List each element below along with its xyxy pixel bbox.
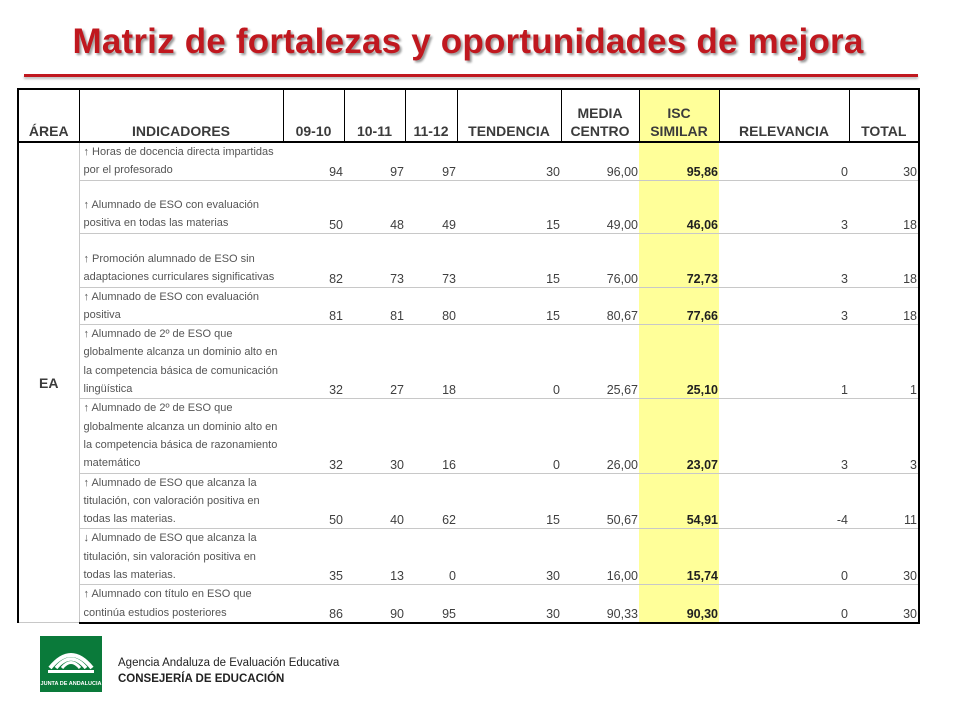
- value-10-11: 81: [344, 287, 405, 325]
- value-total: 18: [849, 180, 919, 233]
- value-09-10: 82: [283, 233, 344, 287]
- logo-arches-icon: [40, 636, 102, 692]
- value-media-centro: 26,00: [561, 399, 639, 473]
- table-row: [18, 473, 919, 529]
- value-10-11: 30: [344, 399, 405, 473]
- value-isc-similar: 72,73: [639, 233, 719, 287]
- table-row: [18, 585, 919, 623]
- value-11-12: 80: [405, 287, 457, 325]
- header-relevancia: RELEVANCIA: [719, 89, 849, 142]
- value-media-centro: 49,00: [561, 180, 639, 233]
- value-total: 1: [849, 325, 919, 399]
- value-total: 30: [849, 585, 919, 623]
- table-row: [18, 399, 919, 473]
- table-row: [18, 529, 919, 585]
- value-tendencia: 30: [457, 585, 561, 623]
- value-09-10: 94: [283, 142, 344, 180]
- header-10-11: 10-11: [344, 89, 405, 142]
- header-isc-line2: SIMILAR: [650, 123, 708, 139]
- value-11-12: 97: [405, 142, 457, 180]
- value-tendencia: 30: [457, 529, 561, 585]
- header-media-line1: MEDIA: [577, 105, 623, 121]
- value-tendencia: 0: [457, 399, 561, 473]
- header-09-10: 09-10: [283, 89, 344, 142]
- value-media-centro: 80,67: [561, 287, 639, 325]
- ministry-name: CONSEJERÍA DE EDUCACIÓN: [118, 673, 285, 685]
- header-total: TOTAL: [849, 89, 919, 142]
- table-row: [18, 233, 919, 287]
- indicator-cell: ↑ Alumnado de ESO con evaluación positiva en todas las materias: [79, 180, 283, 233]
- agency-name: Agencia Andaluza de Evaluación Educativa: [118, 657, 340, 669]
- value-total: 18: [849, 233, 919, 287]
- value-10-11: 40: [344, 473, 405, 529]
- value-relevancia: -4: [719, 473, 849, 529]
- value-total: 11: [849, 473, 919, 529]
- table-row: [18, 287, 919, 325]
- value-10-11: 73: [344, 233, 405, 287]
- indicator-cell: ↓ Alumnado de ESO que alcanza la titulación, sin valoración positiva en todas las materias.: [79, 529, 283, 585]
- value-isc-similar: 54,91: [639, 473, 719, 529]
- value-media-centro: 96,00: [561, 142, 639, 180]
- value-09-10: 50: [283, 180, 344, 233]
- value-09-10: 86: [283, 585, 344, 623]
- value-11-12: 0: [405, 529, 457, 585]
- value-10-11: 13: [344, 529, 405, 585]
- value-10-11: 97: [344, 142, 405, 180]
- value-11-12: 18: [405, 325, 457, 399]
- value-isc-similar: 46,06: [639, 180, 719, 233]
- indicator-cell: ↑ Alumnado de 2º de ESO que globalmente alcanza un dominio alto en la competencia básica de razonamiento matemático: [79, 399, 283, 473]
- table-row: [18, 180, 919, 233]
- value-tendencia: 30: [457, 142, 561, 180]
- value-isc-similar: 23,07: [639, 399, 719, 473]
- value-tendencia: 15: [457, 287, 561, 325]
- indicator-cell: ↑ Alumnado de 2º de ESO que globalmente alcanza un dominio alto en la competencia básica de comunicación lingüística: [79, 325, 283, 399]
- page-title: Matriz de fortalezas y oportunidades de mejora: [72, 22, 864, 61]
- value-media-centro: 50,67: [561, 473, 639, 529]
- value-10-11: 27: [344, 325, 405, 399]
- value-relevancia: 0: [719, 585, 849, 623]
- value-media-centro: 90,33: [561, 585, 639, 623]
- organization-block: [118, 655, 339, 687]
- value-09-10: 32: [283, 399, 344, 473]
- table-row: [18, 142, 919, 180]
- area-cell: EA: [18, 142, 79, 623]
- value-09-10: 35: [283, 529, 344, 585]
- value-11-12: 16: [405, 399, 457, 473]
- value-total: 30: [849, 529, 919, 585]
- value-isc-similar: 15,74: [639, 529, 719, 585]
- header-area: ÁREA: [18, 89, 79, 142]
- value-media-centro: 16,00: [561, 529, 639, 585]
- value-media-centro: 76,00: [561, 233, 639, 287]
- value-isc-similar: 25,10: [639, 325, 719, 399]
- junta-de-andalucia-logo: [40, 636, 102, 692]
- value-09-10: 32: [283, 325, 344, 399]
- value-tendencia: 15: [457, 233, 561, 287]
- value-isc-similar: 90,30: [639, 585, 719, 623]
- header-row: [18, 89, 919, 142]
- value-relevancia: 0: [719, 142, 849, 180]
- table-row: [18, 325, 919, 399]
- value-relevancia: 3: [719, 233, 849, 287]
- header-indicadores: INDICADORES: [79, 89, 283, 142]
- value-09-10: 81: [283, 287, 344, 325]
- value-relevancia: 3: [719, 287, 849, 325]
- indicator-cell: ↑ Alumnado de ESO que alcanza la titulación, con valoración positiva en todas las materias.: [79, 473, 283, 529]
- value-10-11: 48: [344, 180, 405, 233]
- value-11-12: 73: [405, 233, 457, 287]
- value-relevancia: 1: [719, 325, 849, 399]
- indicator-cell: ↑ Alumnado de ESO con evaluación positiva: [79, 287, 283, 325]
- value-total: 30: [849, 142, 919, 180]
- value-tendencia: 15: [457, 473, 561, 529]
- value-tendencia: 0: [457, 325, 561, 399]
- indicator-cell: ↑ Horas de docencia directa impartidas por el profesorado: [79, 142, 283, 180]
- header-media-centro: [561, 89, 639, 142]
- value-tendencia: 15: [457, 180, 561, 233]
- logo-text: JUNTA DE ANDALUCIA: [40, 681, 102, 687]
- value-09-10: 50: [283, 473, 344, 529]
- matrix-table: [17, 88, 920, 624]
- header-isc-similar: [639, 89, 719, 142]
- value-relevancia: 0: [719, 529, 849, 585]
- header-isc-line1: ISC: [667, 105, 691, 121]
- value-relevancia: 3: [719, 399, 849, 473]
- value-11-12: 49: [405, 180, 457, 233]
- value-11-12: 95: [405, 585, 457, 623]
- value-media-centro: 25,67: [561, 325, 639, 399]
- value-10-11: 90: [344, 585, 405, 623]
- header-media-line2: CENTRO: [570, 123, 630, 139]
- indicator-cell: ↑ Promoción alumnado de ESO sin adaptaciones curriculares significativas: [79, 233, 283, 287]
- value-isc-similar: 95,86: [639, 142, 719, 180]
- indicator-cell: ↑ Alumnado con título en ESO que continúa estudios posteriores: [79, 585, 283, 623]
- header-tendencia: TENDENCIA: [457, 89, 561, 142]
- value-relevancia: 3: [719, 180, 849, 233]
- title-divider: [24, 74, 918, 77]
- value-isc-similar: 77,66: [639, 287, 719, 325]
- header-11-12: 11-12: [405, 89, 457, 142]
- value-11-12: 62: [405, 473, 457, 529]
- value-total: 3: [849, 399, 919, 473]
- value-total: 18: [849, 287, 919, 325]
